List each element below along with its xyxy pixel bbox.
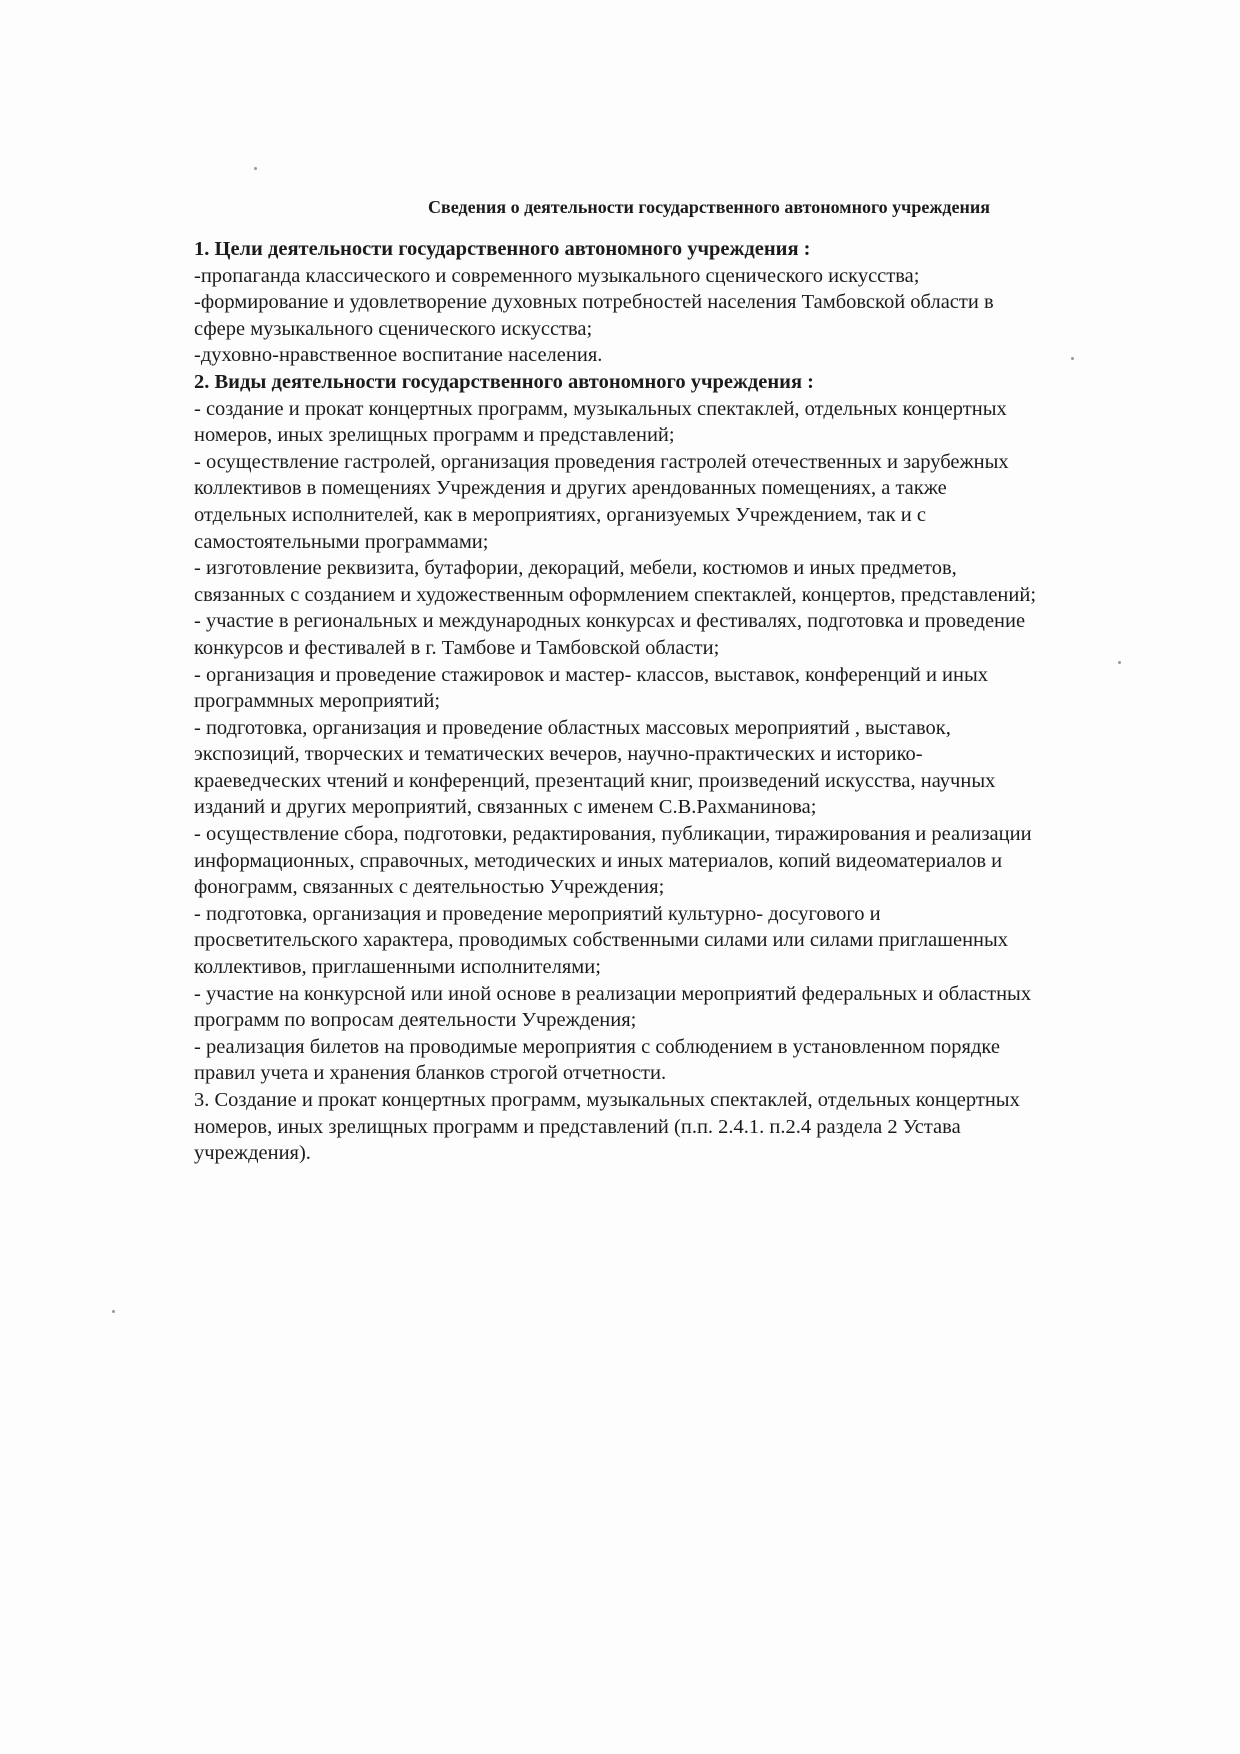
section-activities-heading: 2. Виды деятельности государственного автономного учреждения : [194, 370, 815, 393]
text-line: изданий и других мероприятий, связанных с именем С.В.Рахманинова; [194, 796, 817, 819]
text-line: просветительского характера, проводимых собственными силами или силами приглашенных [194, 929, 1009, 952]
text-line: 3. Создание и прокат концертных программ, музыкальных спектаклей, отдельных концертных [194, 1089, 1020, 1111]
section-activities [194, 369, 1184, 1087]
section-goals-heading: 1. Цели деятельности государственного автономного учреждения : [194, 238, 811, 260]
text-line: экспозиций, творческих и тематических вечеров, научно-практических и историко- [194, 743, 923, 766]
text-line: самостоятельными программами; [194, 530, 489, 553]
text-line: краеведческих чтений и конференций, презентаций книг, произведений искусства, научных [194, 769, 996, 792]
text-line: правил учета и хранения бланков строгой отчетности. [194, 1062, 667, 1085]
text-line: информационных, справочных, методических и иных материалов, копий видеоматериалов и [194, 849, 1003, 872]
text-line: -духовно-нравственное воспитание населения. [194, 344, 603, 367]
text-line: -формирование и удовлетворение духовных потребностей населения Тамбовской области в [194, 291, 994, 314]
text-line: коллективов в помещениях Учреждения и других арендованных помещениях, а также [194, 477, 947, 500]
text-line: программ по вопросам деятельности Учреждения; [194, 1009, 637, 1032]
text-line: учреждения). [194, 1142, 311, 1165]
text-line: - создание и прокат концертных программ, музыкальных спектаклей, отдельных концертных [194, 397, 1007, 420]
text-line: программных мероприятий; [194, 690, 441, 713]
text-line: - подготовка, организация и проведение областных массовых мероприятий , выставок, [194, 716, 951, 739]
text-line: - реализация билетов на проводимые мероприятия с соблюдением в установленном порядке [194, 1035, 1000, 1058]
text-line: -пропаганда классического и современного музыкального сценического искусства; [194, 264, 920, 287]
scan-speck [254, 167, 257, 170]
text-line: отдельных исполнителей, как в мероприятиях, организуемых Учреждением, так и с [194, 503, 926, 526]
text-line: связанных с созданием и художественным оформлением спектаклей, концертов, представлений; [194, 583, 1037, 606]
text-line: - изготовление реквизита, бутафории, декораций, мебели, костюмов и иных предметов, [194, 557, 957, 580]
text-line: - участие в региональных и международных конкурсах и фестивалях, подготовка и проведение [194, 610, 1026, 633]
text-line: конкурсов и фестивалей в г. Тамбове и Тамбовской области; [194, 636, 720, 659]
text-line: - организация и проведение стажировок и мастер- классов, выставок, конференций и иных [194, 663, 989, 686]
text-line: - осуществление гастролей, организация проведения гастролей отечественных и зарубежных [194, 450, 1009, 473]
text-line: коллективов, приглашенными исполнителями; [194, 956, 601, 979]
text-line: - осуществление сбора, подготовки, редактирования, публикации, тиражирования и реализации [194, 823, 1032, 846]
section-main-activity [194, 1087, 1184, 1167]
section-goals [194, 236, 1184, 369]
text-line: номеров, иных зрелищных программ и представлений (п.п. 2.4.1. п.2.4 раздела 2 Устава [194, 1115, 961, 1138]
text-line: номеров, иных зрелищных программ и представлений; [194, 424, 675, 447]
document-body [194, 196, 1184, 1167]
text-line: сфере музыкального сценического искусства; [194, 317, 593, 340]
scan-speck [112, 1310, 115, 1313]
text-line: - участие на конкурсной или иной основе в реализации мероприятий федеральных и областных [194, 982, 1032, 1005]
text-line: фонограмм, связанных с деятельностью Учреждения; [194, 876, 665, 899]
document-title: Сведения о деятельности государственного автономного учреждения [428, 197, 990, 217]
text-line: - подготовка, организация и проведение мероприятий культурно- досугового и [194, 902, 881, 925]
